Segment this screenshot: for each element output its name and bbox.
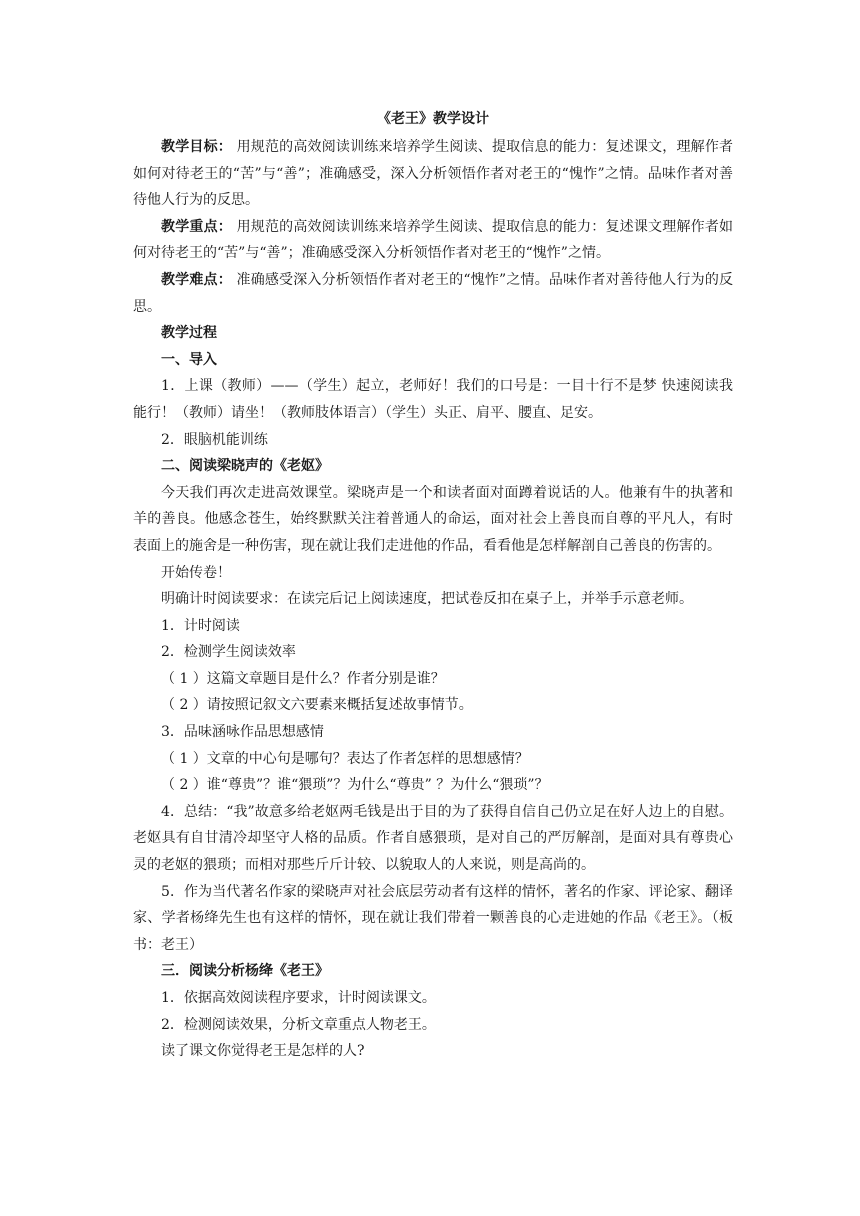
document-page: [133, 106, 733, 1065]
paragraph: 2．检测阅读效果，分析文章重点人物老王。: [161, 1016, 436, 1033]
section-3-heading: 三．阅读分析杨绛《老王》: [161, 963, 329, 980]
paragraph: 3．品味涵咏作品思想感情: [161, 724, 324, 741]
teaching-difficulties: [133, 267, 733, 320]
section-1-heading: 一、导入: [161, 351, 217, 368]
paragraph: 1．依据高效阅读程序要求，计时阅读课文。: [161, 990, 436, 1006]
paragraph: （ 1 ）文章的中心句是哪句？表达了作者怎样的思想感情？: [161, 750, 529, 767]
paragraph: 2．检测学生阅读效率: [161, 644, 296, 661]
teaching-diff-label: 教学难点：: [161, 271, 232, 288]
paragraph: （ 2 ）请按照记叙文六要素来概括复述故事情节。: [161, 697, 473, 714]
paragraph: 4．总结：“我”故意多给老妪两毛钱是出于目的为了获得自信自己仍立足在好人边上的自慰。老妪具有自甘清冷却坚守人格的品质。作者自感猥琐，是对自己的严厉解剖，是面对具有尊贵心灵的老妪的猥琐；而相对那些斤斤计较、以貌取人的人来说，则是高尚的。: [133, 803, 733, 874]
paragraph: 2．眼脑机能训练: [161, 431, 268, 448]
teaching-goal-text: 用规范的高效阅读训练来培养学生阅读、提取信息的能力：复述课文，理解作者如何对待老王的“苦”与“善”；准确感受，深入分析领悟作者对老王的“愧怍”之情。品味作者对善待他人行为的反思。: [133, 139, 734, 209]
paragraph: 今天我们再次走进高效课堂。梁晓声是一个和读者面对面蹲着说话的人。他兼有牛的执著和羊的善良。他感念苍生，始终默默关注着普通人的命运，面对社会上善良而自尊的平凡人，有时表面上的施舍是一种伤害，现在就让我们走进他的作品，看看他是怎样解剖自己善良的伤害的。: [133, 484, 733, 554]
paragraph: 读了课文你觉得老王是怎样的人?: [161, 1043, 365, 1060]
paragraph: 明确计时阅读要求：在读完后记上阅读速度，把试卷反扣在桌子上，并举手示意老师。: [161, 591, 693, 608]
paragraph: （ 2 ）谁“尊贵”？谁“猥琐”？为什么“尊贵” ？为什么“猥琐”？: [161, 777, 549, 794]
document-title: 《老王》教学设计: [377, 111, 489, 127]
paragraph: 5．作为当代著名作家的梁晓声对社会底层劳动者有这样的情怀，著名的作家、评论家、翻译家、学者杨绛先生也有这样的情怀，现在就让我们带着一颗善良的心走进她的作品《老王》。（板书：老王）: [133, 883, 733, 953]
teaching-key-points: [133, 214, 733, 267]
teaching-diff-text: 准确感受深入分析领悟作者对老王的“愧怍”之情。品味作者对善待他人行为的反思。: [133, 271, 734, 315]
paragraph: 1．上课（教师）——（学生）起立，老师好！我们的口号是：一目十行不是梦 快速阅读我能行！（教师）请坐！（教师肢体语言）（学生）头正、肩平、腰直、足安。: [133, 378, 733, 421]
process-heading: 教学过程: [161, 325, 217, 342]
paragraph: 1．计时阅读: [161, 617, 240, 634]
teaching-goal-label: 教学目标：: [161, 139, 232, 155]
paragraph: 开始传卷！: [161, 564, 231, 581]
paragraph: （ 1 ）这篇文章题目是什么？作者分别是谁？: [161, 670, 445, 687]
teaching-key-text: 用规范的高效阅读训练来培养学生阅读、提取信息的能力：复述课文理解作者如何对待老王的“苦”与“善”；准确感受深入分析领悟作者对老王的“愧怍”之情。: [133, 218, 734, 262]
teaching-goal: [133, 134, 733, 214]
teaching-key-label: 教学重点：: [161, 218, 232, 235]
section-2-heading: 二、阅读梁晓声的《老妪》: [161, 458, 329, 475]
